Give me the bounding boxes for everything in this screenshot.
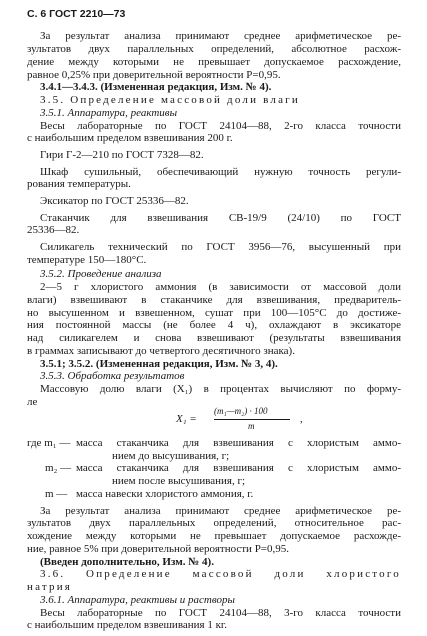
section-heading-3-6-cont: натрия [27,581,73,594]
text-line: влаги) взвешивают в стаканчике для взвешивания, предваритель- [27,293,401,306]
text-line: рования температуры. [27,178,131,191]
amendment-note: (Введен дополнительно, Изм. № 4). [40,555,214,568]
text-line: Весы лабораторные по ГОСТ 24104—88, 3-го класса точности [40,606,401,619]
text-line: Шкаф сушильный, обеспечивающий нужную точность регули- [40,165,401,178]
def-symbol: m — [45,487,68,500]
def-text: масса стаканчика для взвешивания с хлористым аммо- [76,462,401,475]
section-heading-3-6: 3.6. Определение массовой доли хлористого [40,568,401,581]
text-line: но высушенном и взвешенном, сушат при 100—105°С до достиже- [27,306,401,319]
text-line: За результат анализа принимают среднее арифметическое ре- [40,504,401,517]
fraction-bar [214,419,290,420]
text-line: зультатов двух параллельных определений, абсолютное расхож- [27,43,401,56]
def-text-cont: нием до высушивания, г; [112,449,230,462]
def-text: масса стаканчика для взвешивания с хлористым аммо- [76,437,401,449]
subsection-heading: 3.5.3. Обработка результатов [40,370,185,383]
text-line: ние, равное 5% при доверительной вероятности P=0,95. [27,542,290,555]
text-line: Весы лабораторные по ГОСТ 24104—88, 2-го класса точности [40,119,401,132]
text-line: Массовую долю влаги (X₁) в процентах вычисляют по форму- [40,383,401,396]
subsection-heading: 3.5.1. Аппаратура, реактивы [40,106,178,119]
text-line: 25336—82. [27,224,80,237]
section-heading-3-5: 3.5. Определение массовой доли влаги [40,94,300,107]
text-line: с наибольшим пределом взвешивания 1 кг. [27,619,227,632]
formula [176,404,326,434]
text-line: хождение между которыми не превышает допускаемое расхожде- [27,530,401,543]
text-line: температуре 150—180°С. [27,253,147,266]
def-text-cont: нием после высушивания, г; [112,475,246,488]
amendment-note: 3.5.1; 3.5.2. (Измененная редакция, Изм. № 3, 4). [40,357,278,370]
def-symbol: где m₁ — [27,437,71,449]
def-text: масса навески хлористого аммония, г. [76,487,254,500]
subsection-heading: 3.5.2. Проведение анализа [40,268,162,281]
amendment-note: 3.4.1—3.4.3. (Измененная редакция, Изм. № 4). [40,81,272,94]
text-line: Стаканчик для взвешивания СВ-19/9 (24/10) по ГОСТ [40,211,401,224]
text-line: Эксикатор по ГОСТ 25336—82. [40,194,189,207]
formula-numerator: (m₁—m₂) · 100 [214,405,268,416]
text-line: Гири Г-2—210 по ГОСТ 7328—82. [40,148,204,161]
text-line: дение между которыми не превышает допускаемое расхождение, [27,55,401,68]
formula-tail: , [300,412,303,425]
text-line: зультатов двух параллельных определений, относительное рас- [27,517,401,530]
formula-denominator: m [248,420,255,431]
text-line: Силикагель технический по ГОСТ 3956—76, высушенный при [40,241,401,254]
text-line: 2—5 г хлористого аммония (в зависимости от массовой доли [40,281,401,294]
formula-lhs: X₁ = [176,412,197,425]
text-line: с наибольшим пределом взвешивания 200 г. [27,132,233,145]
text-line: над силикагелем и снова взвешивают (результаты взвешивания [27,332,401,345]
text-line: ния постоянной массы (не более 4 ч), охлаждают в эксикаторе [27,319,401,332]
text-line: За результат анализа принимают среднее арифметическое ре- [40,30,401,43]
text-line: в граммах записывают до четвертого десятичного знака). [27,344,295,357]
text-line: равное 0,25% при доверительной вероятности P=0,95. [27,68,281,81]
subsection-heading: 3.6.1. Аппаратура, реактивы и растворы [40,593,235,606]
page-header: С. 6 ГОСТ 2210—73 [27,7,126,20]
def-symbol: m₂ — [45,462,72,475]
text-line: ле [27,395,38,408]
